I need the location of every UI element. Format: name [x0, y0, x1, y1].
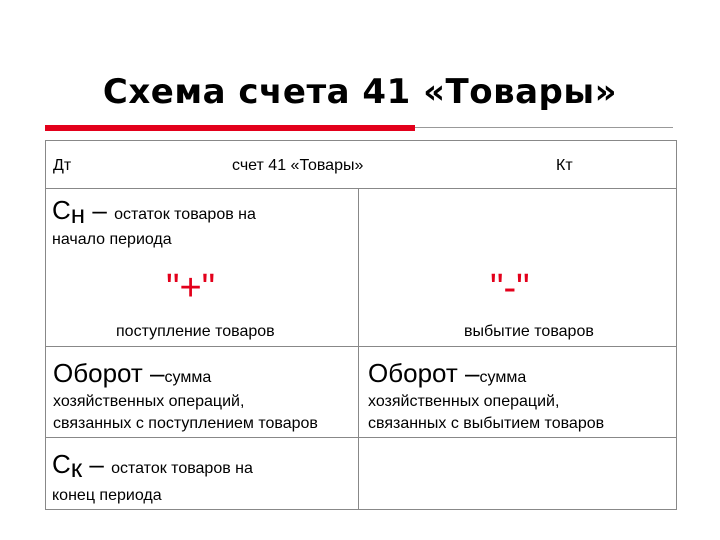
divider-debit-credit [358, 188, 359, 509]
header-account: счет 41 «Товары» [232, 157, 364, 174]
turnover-credit-small: сумма [479, 369, 527, 386]
credit-caption: выбытие товаров [464, 323, 594, 340]
debit-plus-sign: "+" [166, 267, 216, 309]
closing-dash: – [82, 449, 112, 479]
divider-header [46, 188, 676, 189]
opening-text-1: остаток товаров на [114, 206, 256, 223]
closing-subscript: к [70, 453, 83, 483]
turnover-credit-line2: хозяйственных операций, [368, 393, 560, 410]
turnover-debit-small: сумма [164, 369, 212, 386]
opening-dash: – [85, 195, 115, 225]
slide-title: Схема счета 41 «Товары» [102, 72, 618, 112]
header-credit: Кт [556, 157, 573, 174]
debit-caption: поступление товаров [116, 323, 275, 340]
opening-balance [52, 197, 256, 227]
turnover-debit-word: Оборот – [53, 358, 165, 388]
turnover-debit-line3: связанных с поступлением товаров [53, 415, 318, 432]
closing-symbol: С [52, 449, 71, 479]
opening-subscript: н [70, 199, 86, 229]
title-accent-bar [45, 125, 415, 131]
closing-text-1: остаток товаров на [111, 460, 253, 477]
turnover-credit [368, 360, 526, 386]
turnover-debit-line2: хозяйственных операций, [53, 393, 245, 410]
turnover-credit-line3: связанных с выбытием товаров [368, 415, 605, 432]
header-debit: Дт [53, 157, 72, 174]
turnover-credit-word: Оборот – [368, 358, 480, 388]
turnover-debit [53, 360, 211, 386]
closing-balance [52, 451, 253, 481]
credit-minus-sign: "-" [490, 267, 530, 309]
opening-text-2: начало периода [52, 231, 172, 248]
divider-turnover [46, 346, 676, 347]
closing-text-2: конец периода [52, 487, 162, 504]
opening-symbol: С [52, 195, 71, 225]
divider-closing [46, 437, 676, 438]
account-scheme-table [45, 140, 677, 510]
